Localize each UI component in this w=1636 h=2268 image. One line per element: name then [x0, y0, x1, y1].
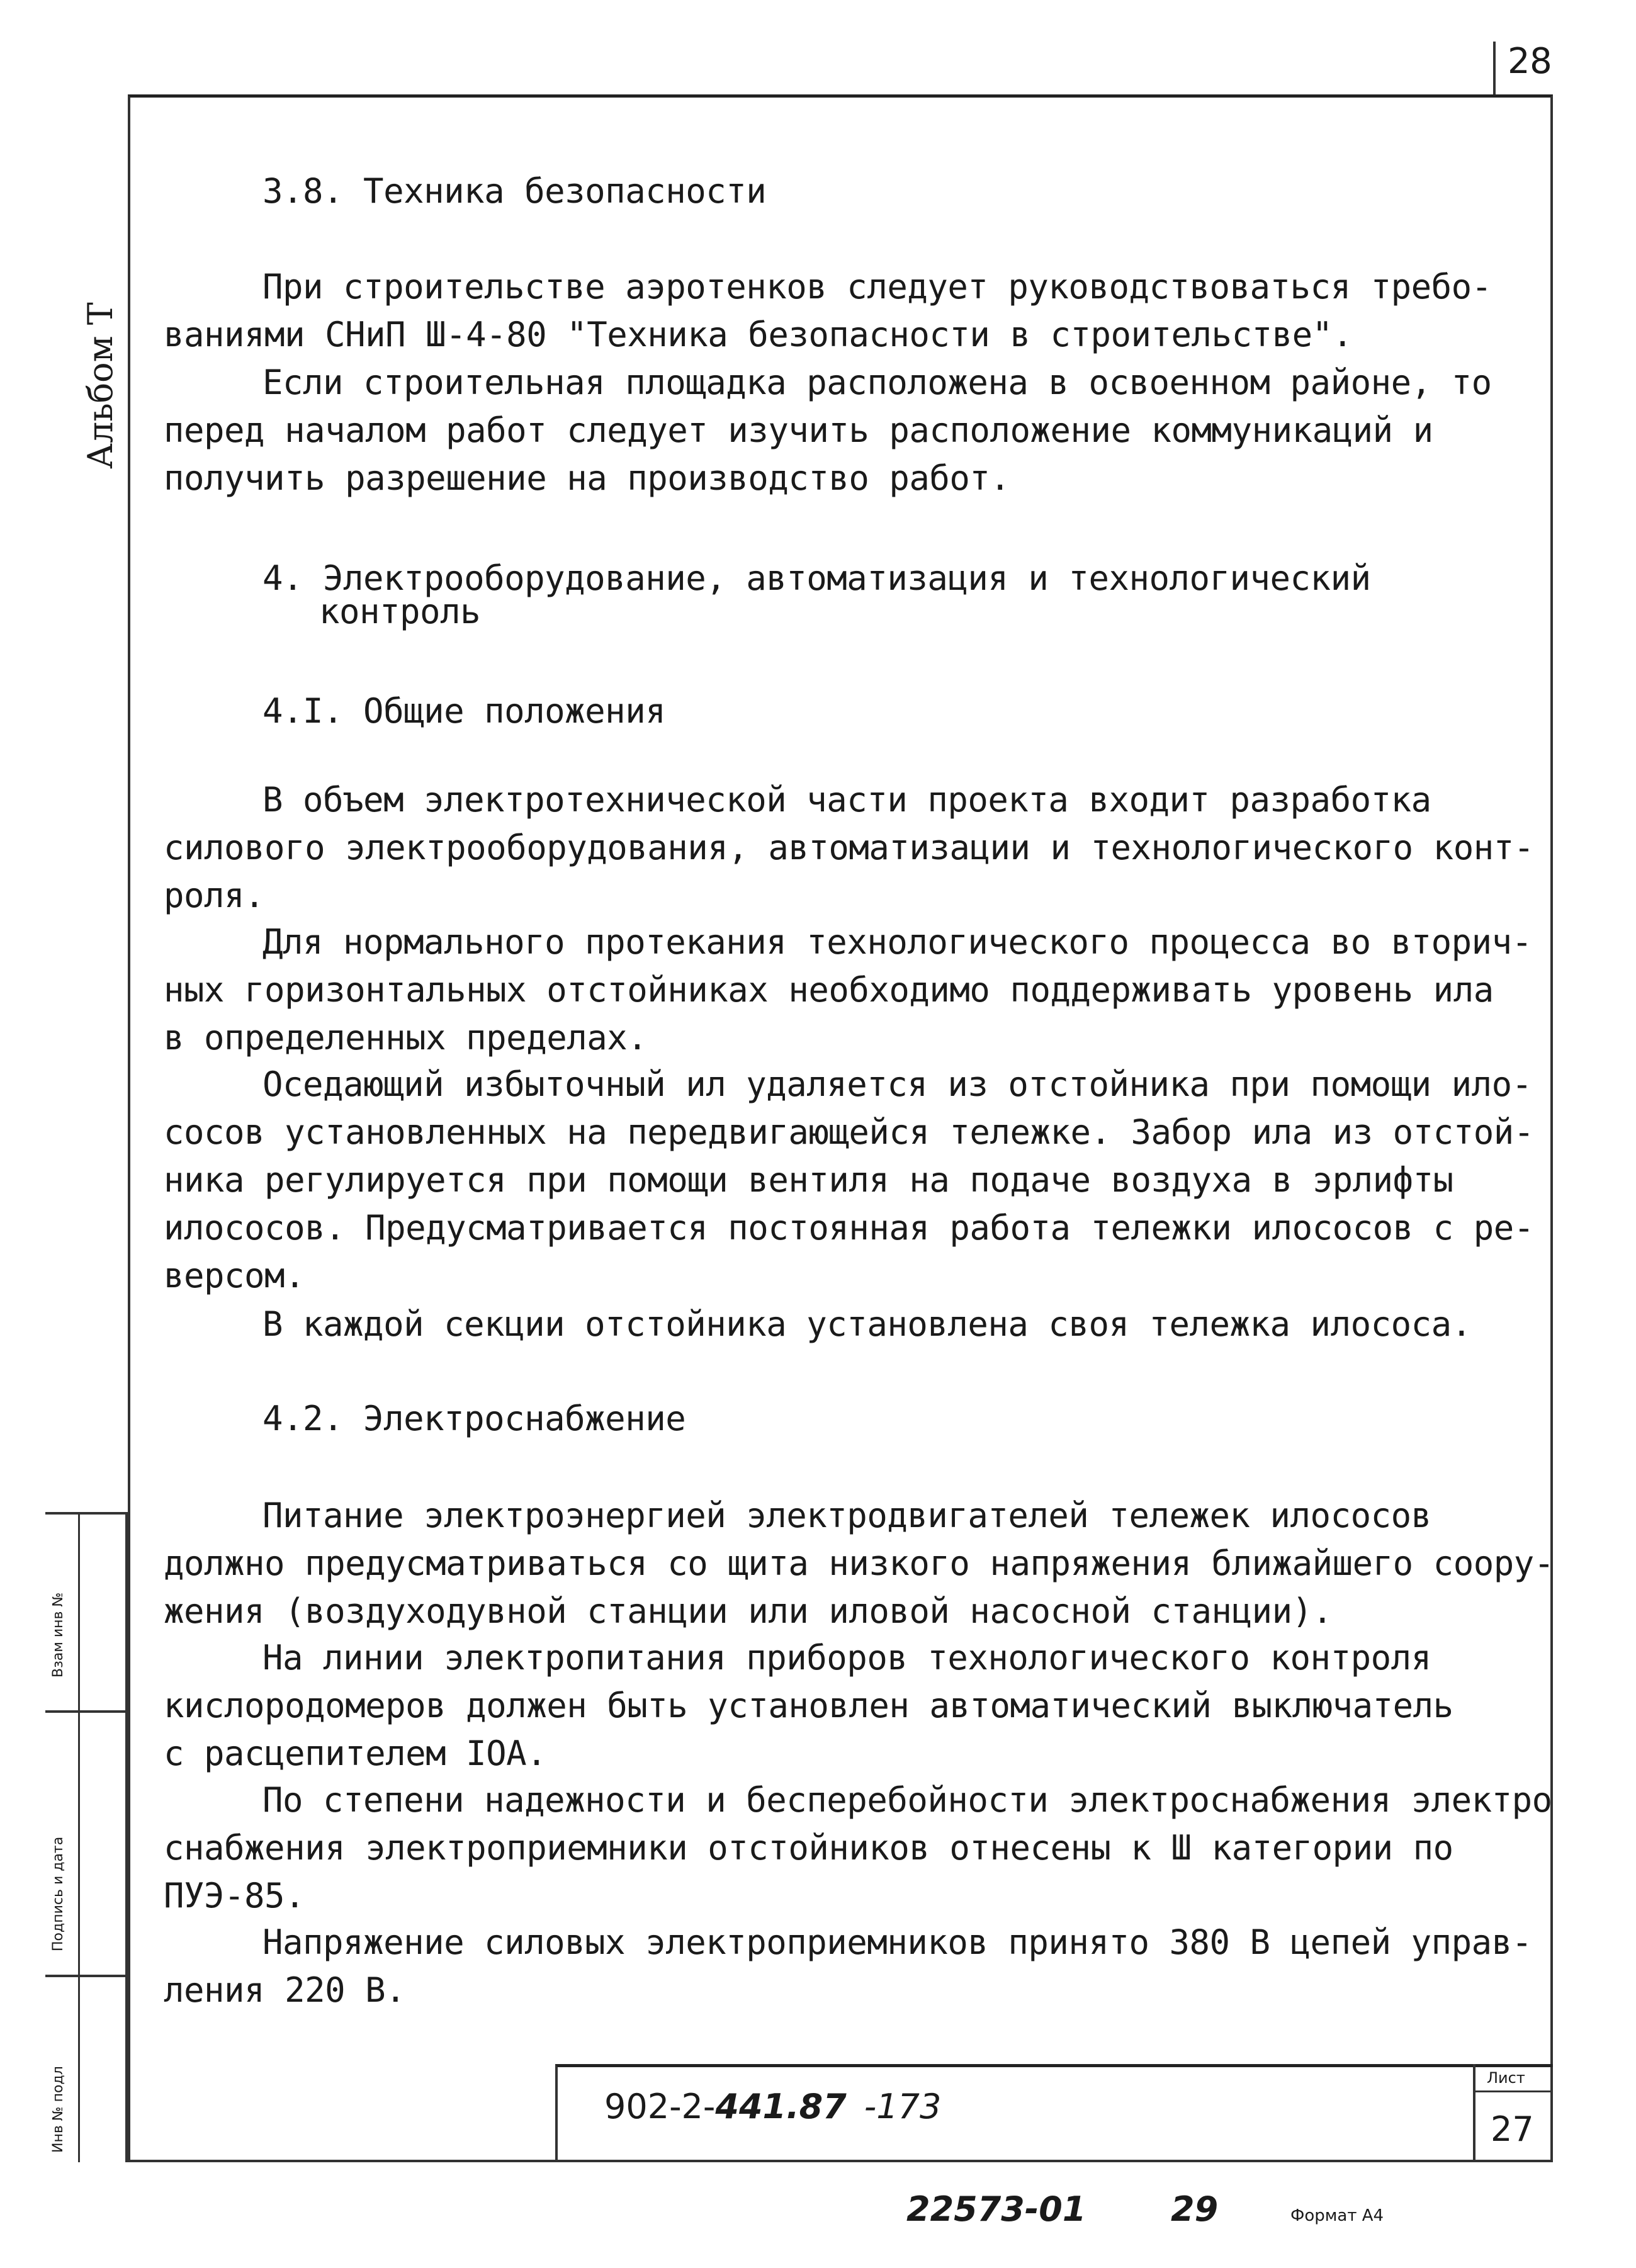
paragraph-3-line-1: В объем электротехнической части проекта входит разработка: [262, 780, 1431, 820]
sheet-box: [1473, 2064, 1553, 2162]
document-code: [604, 2087, 941, 2126]
document-code-printed: 902-2-: [604, 2087, 716, 2126]
paragraph-7-line-1: Питание электроэнергией электродвигателей тележек илососов: [262, 1496, 1431, 1535]
paragraph-5-line-3: ника регулируется при помощи вентиля на подаче воздуха в эрлифты: [164, 1160, 1453, 1200]
paragraph-8-line-1: На линии электропитания приборов технологического контроля: [262, 1638, 1431, 1678]
paragraph-4: [164, 918, 1542, 1062]
paragraph-9-line-1: По степени надежности и бесперебойности электроснабжения электро: [262, 1780, 1552, 1820]
document-code-suffix: -173: [864, 2087, 942, 2126]
section-3-8-heading: 3.8. Техника безопасности: [262, 171, 767, 211]
paragraph-3: [164, 776, 1542, 920]
paragraph-5-line-2: сосов установленных на передвигающейся тележке. Забор ила из отстой-: [164, 1112, 1534, 1152]
paragraph-1: [164, 263, 1542, 359]
section-4-heading-line-2: контроль: [319, 592, 481, 631]
stamp-inv-podl: Инв № подл: [50, 2066, 66, 2153]
paragraph-6: [164, 1300, 1542, 1348]
paragraph-10: [164, 1919, 1542, 2014]
section-4-1-heading: 4.I. Общие положения: [262, 691, 666, 731]
inventory-sheet: 29: [1171, 2189, 1219, 2229]
paragraph-7: [164, 1492, 1554, 1635]
paragraph-9: [164, 1776, 1552, 1920]
corner-page-number: 28: [1508, 41, 1552, 82]
paragraph-8-line-2: кислородомеров должен быть установлен автоматический выключатель: [164, 1686, 1453, 1725]
paragraph-3-line-2: силового электрооборудования, автоматизации и технологического конт-: [164, 828, 1534, 867]
paragraph-9-line-2: снабжения электроприемники отстойников отнесены к Ш категории по: [164, 1828, 1453, 1868]
paragraph-4-line-3: в определенных пределах.: [164, 1018, 648, 1058]
album-label: Альбом Т: [81, 302, 120, 469]
stamp-vzam-inv: Взам инв №: [50, 1592, 66, 1678]
document-code-handwritten: 441.87: [715, 2087, 847, 2126]
paragraph-4-line-1: Для нормального протекания технологического процесса во вторич-: [262, 922, 1532, 962]
paragraph-2: [164, 359, 1542, 502]
paragraph-1-line-2: ваниями СНиП Ш-4-80 "Техника безопасности в строительстве".: [164, 315, 1353, 354]
paragraph-8: [164, 1634, 1542, 1778]
paragraph-10-line-1: Напряжение силовых электроприемников принято 380 В цепей управ-: [262, 1922, 1532, 1962]
sheet-number: 27: [1491, 2109, 1534, 2149]
paragraph-3-line-3: роля.: [164, 876, 265, 915]
stamp-podpis-data: Подпись и дата: [50, 1836, 66, 1951]
paragraph-2-line-2: перед началом работ следует изучить расположение коммуникаций и: [164, 410, 1433, 450]
corner-tick: [1493, 42, 1496, 94]
section-4-heading-line-1: 4. Электрооборудование, автоматизация и технологический: [262, 558, 1371, 598]
paragraph-5-line-5: версом.: [164, 1256, 305, 1295]
paragraph-1-line-1: При строительстве аэротенков следует руководствоваться требо-: [262, 267, 1492, 307]
paragraph-6-line-1: В каждой секции отстойника установлена своя тележка илососа.: [262, 1304, 1472, 1344]
paragraph-5-line-4: илососов. Предусматривается постоянная работа тележки илососов с ре-: [164, 1208, 1534, 1248]
section-4-2-heading: 4.2. Электроснабжение: [262, 1399, 686, 1438]
paragraph-2-line-3: получить разрешение на производство работ.: [164, 458, 1010, 498]
paragraph-7-line-2: должно предусматриваться со щита низкого напряжения ближайшего соору-: [164, 1543, 1554, 1583]
paragraph-2-line-1: Если строительная площадка расположена в освоенном районе, то: [262, 363, 1492, 402]
paragraph-10-line-2: ления 220 В.: [164, 1970, 406, 2010]
paragraph-5: [164, 1061, 1542, 1300]
paragraph-7-line-3: жения (воздуходувной станции или иловой насосной станции).: [164, 1591, 1333, 1631]
format-label: Формат А4: [1290, 2206, 1384, 2225]
sheet-label: Лист: [1487, 2069, 1525, 2087]
paragraph-9-line-3: ПУЭ-85.: [164, 1876, 305, 1915]
paragraph-5-line-1: Оседающий избыточный ил удаляется из отстойника при помощи ило-: [262, 1064, 1532, 1104]
paragraph-4-line-2: ных горизонтальных отстойниках необходимо поддерживать уровень ила: [164, 970, 1494, 1010]
inventory-number: 22573-01: [906, 2189, 1086, 2229]
paragraph-8-line-3: с расцепителем IOA.: [164, 1734, 547, 1773]
